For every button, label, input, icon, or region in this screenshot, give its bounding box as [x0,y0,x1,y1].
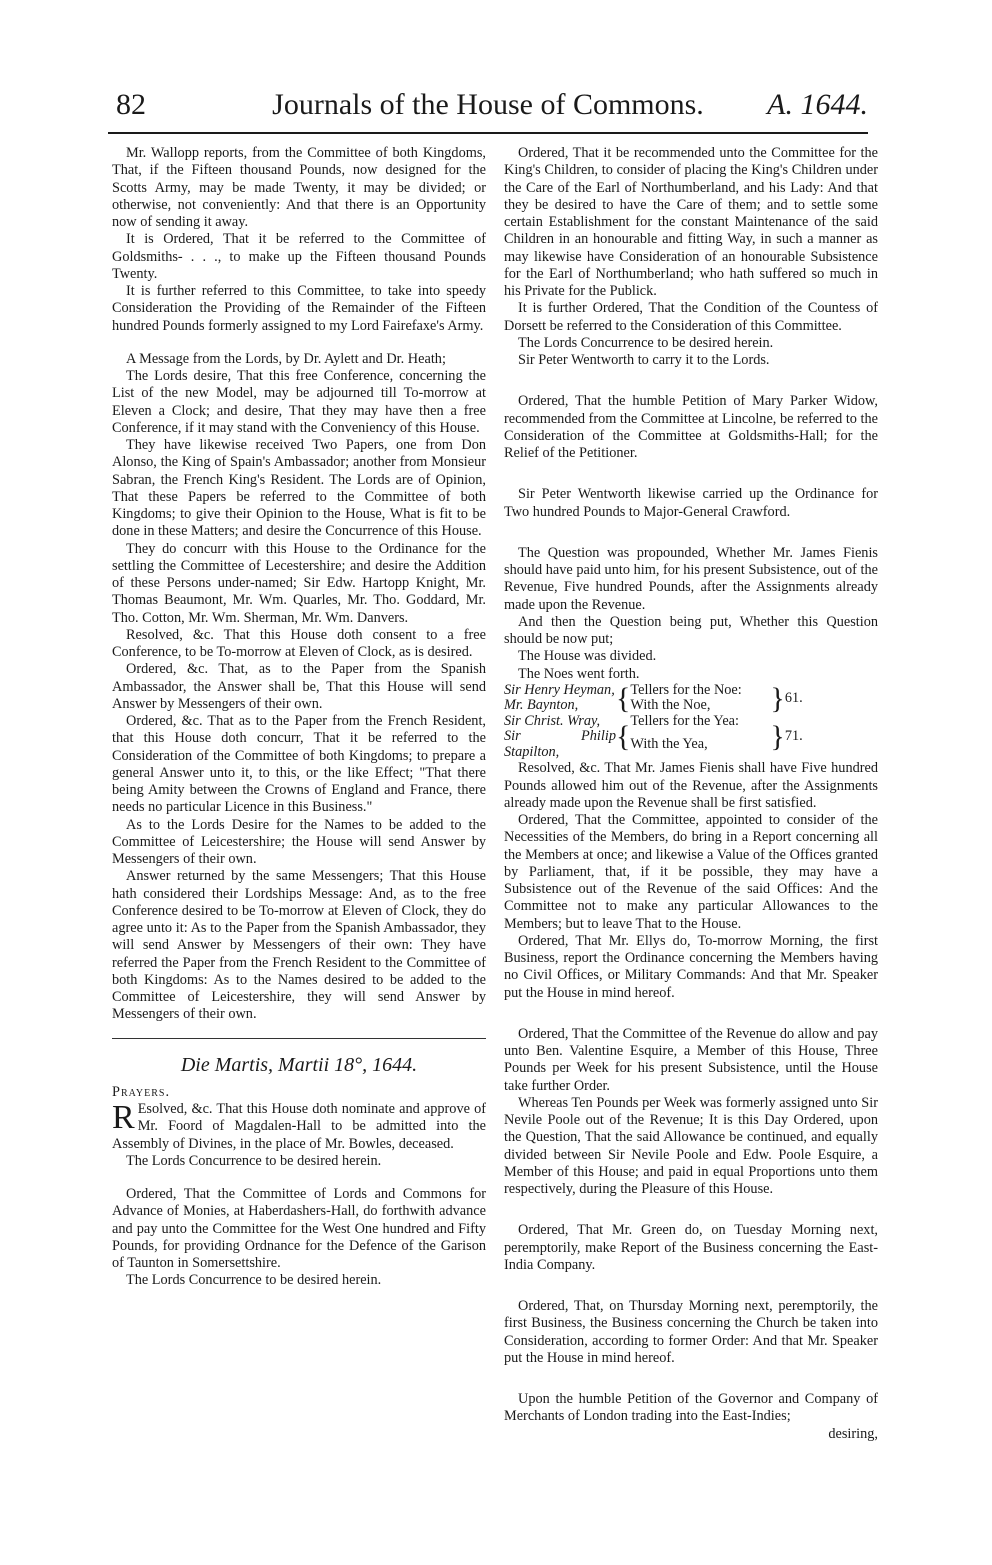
lords-concurrence: The Lords Concurrence to be desired herein. [518,334,774,351]
header-rule [108,132,868,134]
header-year: A. 1644. [767,88,868,121]
parker-petition-order: Ordered, That the humble Petition of Mary Parker Widow, recommended from the Committee at Lincolne, be referred to the Consideration of the Committee at Goldsmiths-Hall; for the Relief of the Petitioner. [504,393,878,461]
ellys-order: Ordered, That Mr. Ellys do, To-morrow Morning, the first Business, report the Ordinance concerning the Members having no Civil Offices, or Military Commands: And that Mr. Speaker put the House in mind hereof. [504,932,878,1001]
drop-capital: R [112,1099,135,1136]
message-paragraph: Resolved, &c. That this House doth consent to a free Conference, to be To-morrow at Eleven of Clock, as is desired. [112,626,486,660]
teller-name: Sir Philip Stapilton, [504,728,616,760]
kings-children-order: Ordered, That it be recommended unto the Committee for the King's Children, to consider of placing the King's Children under the Care of the Earl of Northumberland, and his Lady: And that they be desired to have the Care of them; and to settle some certain Establishment for the constant Maintenance of the said Children in an honourable and fitting Way, in such a manner as may likewise have Consideration of an honourable Subsistence for the Earl of Northumberland; who hath suffered so much in his Private for the Publick. [504,145,878,299]
goldsmiths-order: It is Ordered, That it be referred to the Committee of Goldsmiths- . . ., to make up the Fifteen thousand Pounds Twenty. [112,231,486,282]
fairefaxe-referral: It is further referred to this Committee, to take into speedy Consideration the Providing of the Remainder of the Fifteen hundred Pounds formerly assigned to my Lord Fairefaxe's Army. [112,283,486,334]
right-column [504,145,878,1443]
necessities-order: Ordered, That the Committee, appointed to consider of the Necessities of the Members, do bring in a Report concerning all the Members at once; and likewise a Value of the Offices granted by Parliament, that, if it be possible, they may have a Subsistence out of the Revenue of the said Offices: And the Committee not to make any particular Allowances to the Members; but to leave That to the House. [504,812,878,932]
vote-count: 61. [784,689,803,706]
teller-role: Tellers for the Yea: [630,712,739,729]
teller-role: With the Noe, [630,697,711,714]
teller-role: With the Yea, [630,736,708,752]
message-paragraph: Ordered, &c. That, as to the Paper from the Spanish Ambassador, the Answer shall be, That this House will send Answer by Messengers of their own. [112,661,486,712]
lords-concurrence: The Lords Concurrence to be desired herein. [126,1272,382,1289]
teller-name: Sir Henry Heyman, [504,681,615,698]
foord-resolution-text: Esolved, &c. That this House doth nominate and approve of Mr. Foord of Magdalen-Hall to be admitted into the Assembly of Divines, in the place of Mr. Bowles, deceased. [112,1101,486,1152]
countess-order: It is further Ordered, That the Condition of the Countess of Dorsett be referred to the Consideration of this Committee. [504,300,878,334]
east-india-petition: Upon the humble Petition of the Governor and Company of Merchants of London trading into the East-Indies; [504,1391,878,1425]
lords-message-intro: A Message from the Lords, by Dr. Aylett and Dr. Heath; [126,350,446,367]
message-paragraph: As to the Lords Desire for the Names to be added to the Committee of Leicestershire; the House will send Answer by Messengers of their own. [112,816,486,867]
house-divided: The House was divided. [518,648,657,665]
tellers-table [504,683,878,761]
running-title: Journals of the House of Commons. [272,88,704,121]
message-paragraph: Answer returned by the same Messengers; That this House hath considered their Lordships Message: And, as to the free Conference desired to be To-morrow at Eleven of Clock, they do agree unto it: As to the Paper from the Spanish Ambassador, they will send Answer by Messengers of their own: They have referred the Paper from the French Resident to the Committee of both Kingdoms: As to the Names desired to be added to the Committee of Leicestershire, they will send Answer by Messengers of their own. [112,868,486,1023]
fienis-question: The Question was propounded, Whether Mr. James Fienis should have paid unto him, for his present Subsistence, out of the Revenue, Five hundred Pounds, after the Assignments already made upon the Revenue. [504,544,878,613]
teller-name: Mr. Baynton, [504,697,579,714]
left-column [112,145,486,1290]
brace: { [616,681,631,715]
brace: } [770,720,785,754]
section-divider [112,1038,486,1039]
teller-row [504,714,878,730]
question-put: And then the Question being put, Whether this Question should be now put; [504,613,878,647]
fienis-resolution: Resolved, &c. That Mr. James Fienis shall have Five hundred Pounds allowed him out of the Revenue, after the Assignments already made upon the Revenue shall be first satisfied. [504,760,878,811]
wentworth-carry: Sir Peter Wentworth to carry it to the Lords. [518,352,770,368]
church-order: Ordered, That, on Thursday Morning next, peremptorily, the first Business, the Business concerning the Church be taken into Consideration, according to former Order: And that Mr. Speaker put the House in mind hereof. [504,1298,878,1366]
message-paragraph: They do concurr with this House to the Ordinance for the settling the Committee of Lecestershire; and desire the Addition of these Persons under-named; Sir Edw. Hartopp Knight, Mr. Thomas Beaumont, Mr. Wm. Quarles, Mr. Tho. Goddard, Mr. Tho. Cotton, Mr. Wm. Sherman, Mr. Wm. Danvers. [112,540,486,626]
date-heading: Die Martis, Martii 18°, 1644. [180,1053,418,1076]
prayers-label: Prayers. [112,1083,171,1100]
noes-went-forth: The Noes went forth. [518,665,640,682]
brace: { [616,720,631,754]
vote-count: 71. [784,728,803,745]
valentine-order: Ordered, That the Committee of the Revenue do allow and pay unto Ben. Valentine Esquire, a Member of this House, Three Pounds per Week for his present Subsistence, until the House take further Order. [504,1025,878,1094]
brace: } [770,681,785,715]
green-order: Ordered, That Mr. Green do, on Tuesday Morning next, peremptorily, make Report of the Business concerning the East-India Company. [504,1222,878,1273]
teller-row [504,683,878,699]
message-paragraph: They have likewise received Two Papers, one from Don Alonso, the King of Spain's Ambassador; another from Monsieur Sabran, the French King's Resident. The Lords are of Opinion, That these Papers be referred to the Committee of both Kingdoms; to give their Opinion to the House, What is fit to be done in these Matters; and desire the Concurrence of this House. [112,437,486,540]
catchword: desiring, [828,1425,878,1442]
message-paragraph: Ordered, &c. That as to the Paper from the French Resident, that this House doth concurr, That it be referred to the Consideration of the Committee of both Kingdoms; to prepare a general Answer unto it, to this, or the like Effect; "That there being Amity between the Crowns of England and France, there needs no particular Licence in this Business." [112,713,486,816]
haberdashers-order: Ordered, That the Committee of Lords and Commons for Advance of Monies, at Haberdashers-Hall, do forthwith advance and pay unto the Committee for the West One hundred and Fifty Pounds, for providing Ordnance for the Defence of the Garison of Taunton in Somersettshire. [112,1186,486,1271]
foord-resolution [112,1101,486,1153]
page-number: 82 [116,88,146,121]
page-header [108,88,868,128]
crawford-ordinance: Sir Peter Wentworth likewise carried up the Ordinance for Two hundred Pounds to Major-General Crawford. [504,486,878,520]
poole-order: Whereas Ten Pounds per Week was formerly assigned unto Sir Nevile Poole out of the Revenue; It is this Day Ordered, upon the Question, That the said Allowance be continued, and equally divided between Sir Nevile Poole and Edw. Poole Esquire, a Member of this House; and paid in equal Proportions unto them respectively, during the Pleasure of this House. [504,1094,878,1197]
teller-name: Sir Christ. Wray, [504,712,601,729]
message-paragraph: The Lords desire, That this free Conference, concerning the List of the new Model, may be adjourned till To-morrow at Eleven a Clock; and desire, That they may have then a free Conference, if it may stand with the Conveniency of this House. [112,368,486,436]
lords-concurrence: The Lords Concurrence to be desired herein. [126,1152,382,1169]
teller-role: Tellers for the Noe: [630,681,742,698]
wallopp-report: Mr. Wallopp reports, from the Committee of both Kingdoms, That, if the Fifteen thousand Pounds, now designed for the Scotts Army, may be made Twenty, it may be divided; or otherwise, not conveniently: And that there is an Opportunity now of sending it away. [112,145,486,230]
